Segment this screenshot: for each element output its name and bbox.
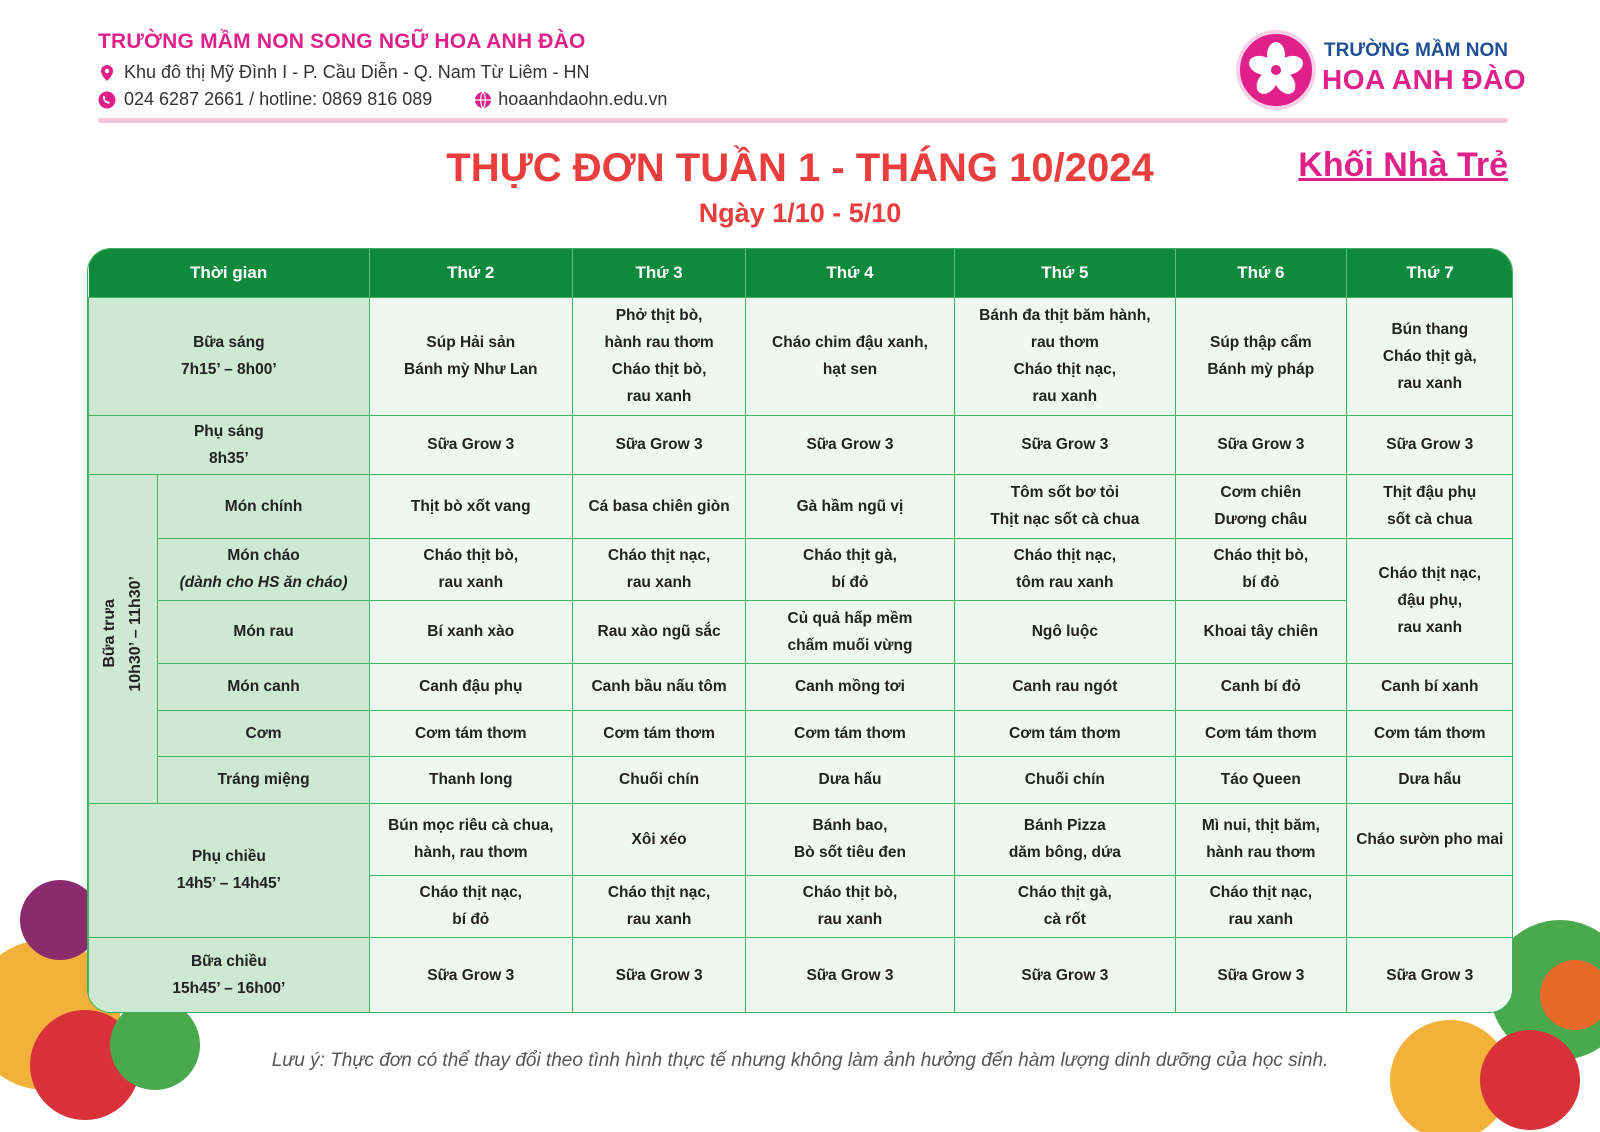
header-divider (98, 118, 1508, 123)
menu-cell: Cơm tám thơm (369, 710, 572, 756)
school-logo (1236, 30, 1316, 110)
menu-cell: Canh bí xanh (1346, 663, 1513, 710)
menu-cell: Sữa Grow 3 (1176, 415, 1346, 474)
menu-cell: Cháo thịt gà, cà rốt (954, 875, 1176, 937)
menu-cell: Cá basa chiên giòn (572, 474, 746, 538)
row-lunch-porridge (89, 538, 1514, 600)
menu-cell: Sữa Grow 3 (954, 415, 1176, 474)
dish-label: Món rau (158, 600, 369, 663)
menu-cell: Cơm tám thơm (746, 710, 954, 756)
row-lunch-veg (89, 600, 1514, 663)
menu-cell: Rau xào ngũ sắc (572, 600, 746, 663)
menu-cell: Sữa Grow 3 (572, 415, 746, 474)
contact-line (98, 89, 667, 110)
menu-cell: Sữa Grow 3 (572, 937, 746, 1013)
website-text: hoaanhdaohn.edu.vn (498, 89, 668, 109)
cherry-blossom-icon (1240, 34, 1312, 106)
menu-cell: Gà hầm ngũ vị (746, 474, 954, 538)
menu-cell: Xôi xéo (572, 803, 746, 875)
menu-cell: Chuối chín (954, 756, 1176, 803)
menu-cell: Sữa Grow 3 (746, 415, 954, 474)
meal-label: Bữa chiều 15h45’ – 16h00’ (89, 937, 370, 1013)
header-day: Thứ 7 (1346, 249, 1513, 297)
header-row (89, 249, 1514, 297)
menu-cell: Bánh đa thịt băm hành, rau thơm Cháo thịt nạc, rau xanh (954, 297, 1176, 415)
row-lunch-soup (89, 663, 1514, 710)
address-text: Khu đô thị Mỹ Đình I - P. Cầu Diễn - Q. Nam Từ Liêm - HN (124, 62, 590, 82)
menu-cell: Cháo thịt nạc, rau xanh (572, 538, 746, 600)
dish-label-note: (dành cho HS ăn cháo) (179, 574, 348, 591)
globe-icon (474, 91, 492, 109)
menu-cell-merged: Cháo thịt nạc, đậu phụ, rau xanh (1346, 538, 1513, 663)
menu-cell: Bí xanh xào (369, 600, 572, 663)
menu-cell: Cơm tám thơm (954, 710, 1176, 756)
header-day: Thứ 6 (1176, 249, 1346, 297)
header-day: Thứ 2 (369, 249, 572, 297)
menu-date-range: Ngày 1/10 - 5/10 (698, 198, 902, 228)
fruit-decoration-left-3 (110, 1000, 200, 1090)
menu-cell: Cơm tám thơm (1176, 710, 1346, 756)
menu-cell: Thanh long (369, 756, 572, 803)
menu-cell: Canh rau ngót (954, 663, 1176, 710)
menu-cell: Cháo chim đậu xanh, hạt sen (746, 297, 954, 415)
menu-cell: Dưa hấu (746, 756, 954, 803)
dish-label: Cơm (158, 710, 369, 756)
menu-cell: Củ quả hấp mềm chấm muối vừng (746, 600, 954, 663)
menu-cell: Sữa Grow 3 (1346, 937, 1513, 1013)
menu-cell: Cơm tám thơm (572, 710, 746, 756)
lunch-label (89, 474, 158, 803)
menu-cell-empty (1346, 875, 1513, 937)
menu-cell: Phở thịt bò, hành rau thơm Cháo thịt bò, rau xanh (572, 297, 746, 415)
menu-title: THỰC ĐƠN TUẦN 1 - THÁNG 10/2024 (446, 146, 1154, 190)
menu-cell: Sữa Grow 3 (746, 937, 954, 1013)
lunch-label-text: Bữa trưa 10h30’ – 11h30’ (101, 576, 145, 692)
logo-text-line2: HOA ANH ĐÀO (1322, 64, 1527, 95)
dish-label: Tráng miệng (158, 756, 369, 803)
menu-cell: Cơm tám thơm (1346, 710, 1513, 756)
menu-cell: Sữa Grow 3 (369, 937, 572, 1013)
row-afternoon-snack-1 (89, 803, 1514, 875)
menu-cell: Tôm sốt bơ tỏi Thịt nạc sốt cà chua (954, 474, 1176, 538)
menu-cell: Sữa Grow 3 (369, 415, 572, 474)
menu-cell: Cháo thịt bò, rau xanh (369, 538, 572, 600)
menu-cell: Cháo thịt nạc, rau xanh (1176, 875, 1346, 937)
weekly-menu-table (88, 249, 1513, 1013)
menu-cell: Canh bí đỏ (1176, 663, 1346, 710)
location-pin-icon (98, 64, 116, 82)
age-group-link[interactable]: Khối Nhà Trẻ (1298, 146, 1508, 184)
dish-label-porridge (158, 538, 369, 600)
menu-cell: Cháo sườn pho mai (1346, 803, 1513, 875)
menu-cell: Súp Hải sản Bánh mỳ Như Lan (369, 297, 572, 415)
menu-cell: Bún mọc riêu cà chua, hành, rau thơm (369, 803, 572, 875)
menu-cell: Táo Queen (1176, 756, 1346, 803)
menu-cell: Canh mồng tơi (746, 663, 954, 710)
menu-cell: Cháo thịt bò, bí đỏ (1176, 538, 1346, 600)
menu-cell: Dưa hấu (1346, 756, 1513, 803)
header-day: Thứ 5 (954, 249, 1176, 297)
footer-note: Lưu ý: Thực đơn có thể thay đổi theo tình hình thực tế nhưng không làm ảnh hưởng đến hàm lượng dinh dưỡng của học sinh. (271, 1050, 1329, 1071)
menu-cell: Canh bầu nấu tôm (572, 663, 746, 710)
header-day: Thứ 4 (746, 249, 954, 297)
menu-cell: Bánh Pizza dăm bông, dứa (954, 803, 1176, 875)
menu-cell: Thịt đậu phụ sốt cà chua (1346, 474, 1513, 538)
menu-cell: Cháo thịt nạc, tôm rau xanh (954, 538, 1176, 600)
menu-cell: Sữa Grow 3 (1176, 937, 1346, 1013)
menu-cell: Cháo thịt nạc, rau xanh (572, 875, 746, 937)
menu-cell: Súp thập cẩm Bánh mỳ pháp (1176, 297, 1346, 415)
menu-cell: Canh đậu phụ (369, 663, 572, 710)
website[interactable] (474, 89, 667, 110)
menu-cell: Khoai tây chiên (1176, 600, 1346, 663)
fruit-decoration-right-3 (1480, 1030, 1580, 1130)
menu-cell: Ngô luộc (954, 600, 1176, 663)
logo-text-line1: TRƯỜNG MẦM NON (1324, 40, 1508, 61)
row-dinner (89, 937, 1514, 1013)
menu-cell: Thịt bò xốt vang (369, 474, 572, 538)
address-line (98, 62, 590, 83)
menu-cell: Sữa Grow 3 (1346, 415, 1513, 474)
school-name: TRƯỜNG MẦM NON SONG NGỮ HOA ANH ĐÀO (98, 30, 586, 53)
row-morning-snack (89, 415, 1514, 474)
meal-label: Bữa sáng 7h15’ – 8h00’ (89, 297, 370, 415)
row-breakfast (89, 297, 1514, 415)
menu-cell: Sữa Grow 3 (954, 937, 1176, 1013)
row-lunch-rice (89, 710, 1514, 756)
header-day: Thứ 3 (572, 249, 746, 297)
menu-cell: Bánh bao, Bò sốt tiêu đen (746, 803, 954, 875)
menu-cell: Bún thang Cháo thịt gà, rau xanh (1346, 297, 1513, 415)
menu-cell: Cháo thịt bò, rau xanh (746, 875, 954, 937)
menu-cell: Chuối chín (572, 756, 746, 803)
menu-cell: Cơm chiên Dương châu (1176, 474, 1346, 538)
menu-table-container (87, 248, 1513, 1013)
meal-label: Phụ chiều 14h5’ – 14h45’ (89, 803, 370, 937)
row-lunch-dessert (89, 756, 1514, 803)
dish-label: Món cháo (227, 547, 300, 564)
menu-cell: Mì nui, thịt băm, hành rau thơm (1176, 803, 1346, 875)
phone-icon (98, 91, 116, 109)
menu-cell: Cháo thịt gà, bí đỏ (746, 538, 954, 600)
phone-text: 024 6287 2661 / hotline: 0869 816 089 (124, 89, 433, 109)
row-lunch-main (89, 474, 1514, 538)
menu-cell: Cháo thịt nạc, bí đỏ (369, 875, 572, 937)
header-time: Thời gian (89, 249, 370, 297)
meal-label: Phụ sáng 8h35’ (89, 415, 370, 474)
dish-label: Món canh (158, 663, 369, 710)
dish-label: Món chính (158, 474, 369, 538)
